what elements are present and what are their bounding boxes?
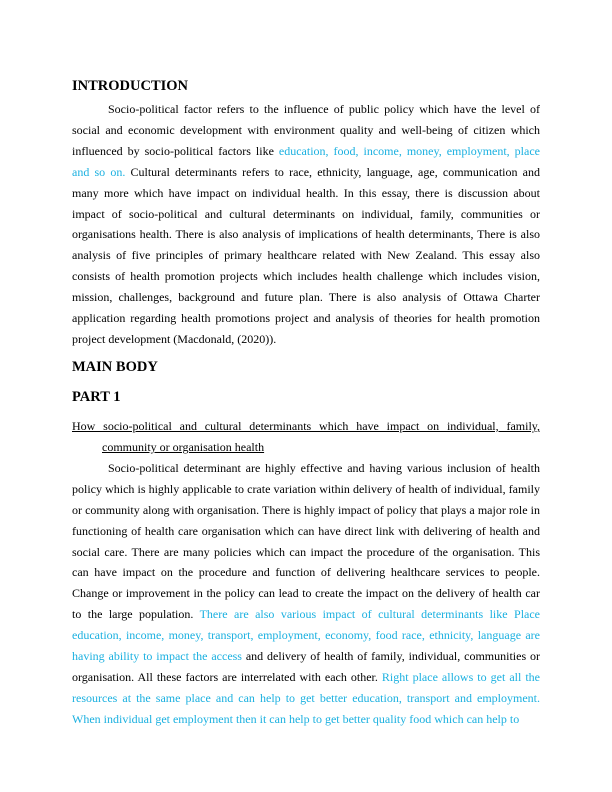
part-1-heading: PART 1 — [72, 388, 121, 405]
part-1-text-2: and delivery of health of family, individual, communities or organisation. All these factors are interrelated with each other. — [72, 649, 540, 684]
part-1-subheading: How socio-political and cultural determinants which have impact on individual, family, community or organisation health — [72, 418, 540, 454]
part-1-paragraph — [72, 458, 540, 730]
introduction-highlighted-text: education, food, income, money, employment, place and so on. — [72, 143, 540, 179]
introduction-paragraph — [72, 99, 540, 350]
document-page — [72, 77, 540, 730]
part-1-highlighted-text-1: There are also various impact of cultural determinants like Place education, income, money, transport, employment, economy, food race, ethnicity, language are having ability to impact the access — [72, 607, 541, 664]
part-1-text-1: Socio-political determinant are highly effective and having various inclusion of health policy which is highly applicable to crate variation within delivery of health of individual, family or community along with organisation. There is highly impact of policy that plays a major role in functioning of health care organisation which can have direct link with delivering of health and social care. There are many policies which can impact the procedure of the organisation. This can have impact on the procedure and function of delivering healthcare services to people. Change or improvement in the policy can lead to create the impact on the delivery of health car to the large population. — [72, 460, 540, 622]
part-1-highlighted-text-2: Right place allows to get all the resources at the same place and can help to get better education, transport and employment. When individual get employment then it can help to get better quality food which can help to — [72, 669, 540, 726]
introduction-text-1: Socio-political factor refers to the influence of public policy which have the level of social and economic development with environment quality and well-being of citizen which influenced by socio-political factors like — [72, 102, 540, 158]
introduction-heading: INTRODUCTION — [72, 78, 189, 94]
main-body-heading: MAIN BODY — [72, 358, 158, 375]
introduction-text-2: Cultural determinants refers to race, ethnicity, language, age, communication and many more which have impact on individual health. In this essay, there is discussion about impact of socio-political and cultural determinants on individual, family, communities or organisations health. There is also analysis of implications of health determinants, There is also analysis of five principles of primary healthcare related with New Zealand. This essay also consists of health promotion projects which includes health challenge which includes vision, mission, challenges, background and future plan. There is also analysis of Ottawa Charter application regarding health promotions project and analysis of theories for health promotion project development (Macdonald, (2020)). — [72, 164, 541, 346]
